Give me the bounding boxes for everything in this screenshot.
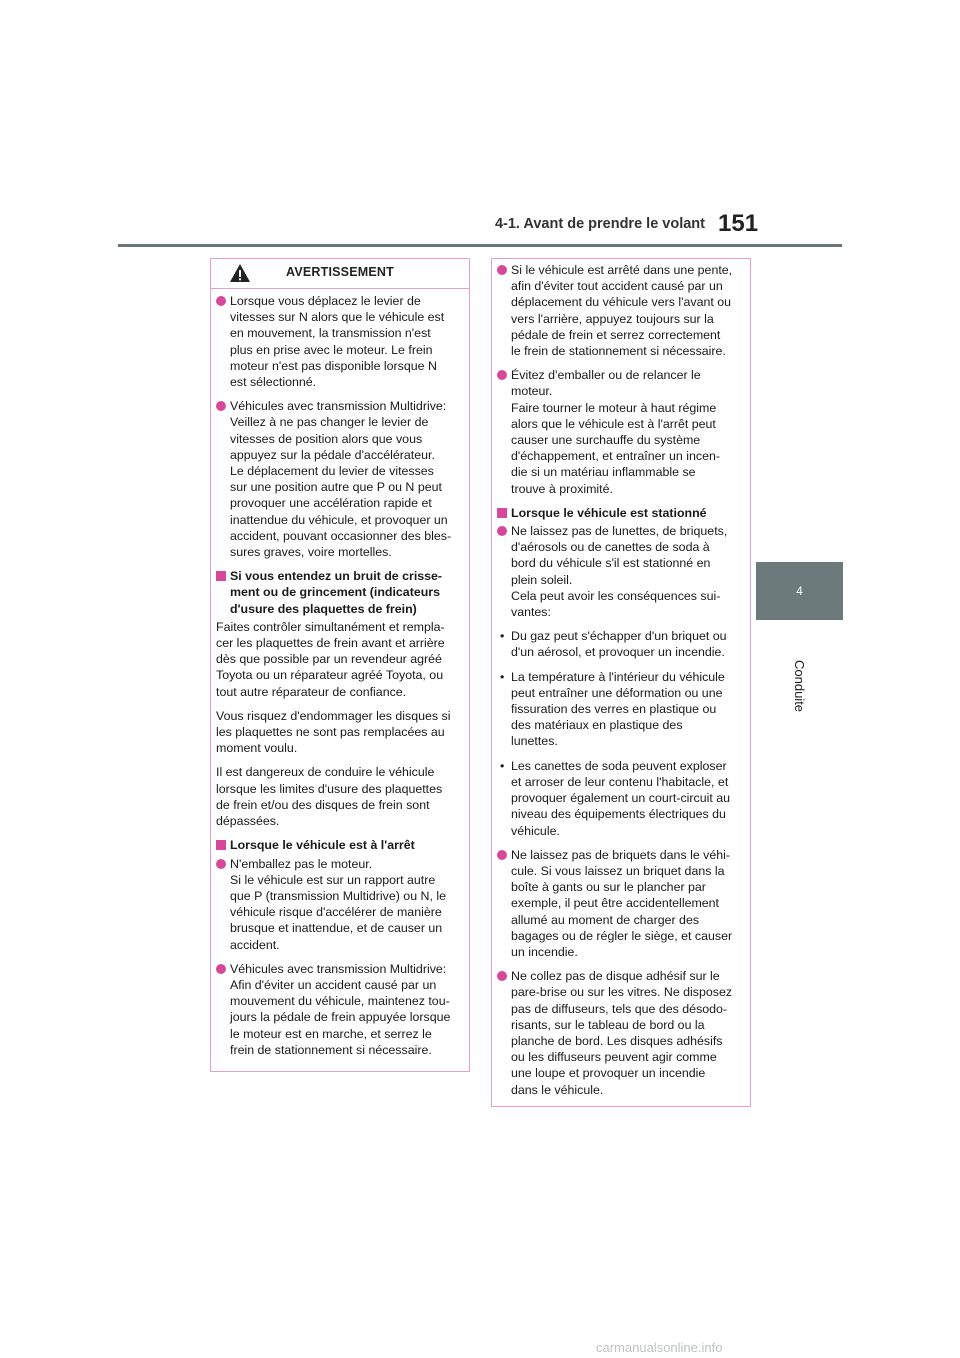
bullet-text: Véhicules avec transmission Multidrive: Veillez à ne pas changer le levier de vitesses de position alors que vous appuyez sur la pédale d'accélérateur. Le déplacement du levier de vitesses sur une position autre que P ou N peut provoquer une accélération rapide et inattendue du véhicule, et provoquer un accident, pouvant occasionner des bles- sures graves, voire mortelles. — [230, 399, 452, 560]
sub-bullet-item — [497, 628, 742, 660]
bullet-dot-icon — [497, 850, 507, 860]
bullet-dot-icon — [216, 964, 226, 974]
paragraph — [216, 619, 461, 700]
warning-box-left — [210, 258, 470, 1072]
paragraph-text: Il est dangereux de conduire le véhicule lorsque les limites d'usure des plaquettes de frein et/ou des disques de frein sont dépassées. — [216, 765, 443, 829]
section-heading-text: Lorsque le véhicule est stationné — [511, 505, 707, 520]
chapter-label: Conduite — [792, 660, 807, 713]
sub-bullet-text: Du gaz peut s'échapper d'un briquet ou d'un aérosol, et provoquer un incendie. — [511, 629, 727, 660]
bullet-dot-icon — [216, 296, 226, 306]
warning-box-right — [491, 258, 751, 1107]
bullet-dot-icon — [216, 859, 226, 869]
sub-bullet-icon: • — [500, 758, 505, 773]
paragraph — [216, 708, 461, 757]
section-square-icon — [216, 571, 226, 581]
sub-bullet-item — [497, 669, 742, 750]
sub-bullet-text: La température à l'intérieur du véhicule peut entraîner une déformation ou une fissuration des verres en plastique ou des matériaux en plastique des lunettes. — [511, 669, 725, 749]
bullet-text: Ne laissez pas de briquets dans le véhi- cule. Si vous laissez un briquet dans la boîte à gants ou sur le plancher par exemple, il peut être accidentellement allumé au moment de charger des bagages ou de régler le siège, et causer un incendie. — [511, 847, 733, 959]
bullet-dot-icon — [497, 265, 507, 275]
bullet-text: Lorsque vous déplacez le levier de vitesses sur N alors que le véhicule est en mouvement, la transmission n'est plus en prise avec le moteur. Le frein moteur n'est pas disponible lorsque N est sélectionné. — [230, 294, 445, 390]
bullet-text: Véhicules avec transmission Multidrive: Afin d'éviter un accident causé par un mouvement du véhicule, maintenez tou- jours la pédale de frein appuyée lorsque le moteur est en marche, et serrez le frein de stationnement si nécessaire. — [230, 961, 451, 1057]
bullet-dot-icon — [497, 370, 507, 380]
bullet-item — [216, 293, 461, 390]
section-heading — [216, 568, 461, 617]
section-title: 4-1. Avant de prendre le volant — [494, 216, 705, 232]
bullet-text: Évitez d'emballer ou de relancer le moteur. Faire tourner le moteur à haut régime alors que le véhicule est à l'arrêt peut causer une surchauffe du système d'échappement, et entraîner un incen- die si un matériau inflammable se trouve à proximité. — [511, 368, 721, 496]
section-heading-text: Lorsque le véhicule est à l'arrêt — [230, 838, 415, 853]
warning-content-left — [211, 289, 469, 1058]
section-heading — [216, 837, 461, 853]
bullet-item — [216, 398, 461, 560]
bullet-text: Si le véhicule est arrêté dans une pente, afin d'éviter tout accident causé par un déplacement du véhicule vers l'avant ou vers l'arrière, appuyez toujours sur la pédale de frein et serrez correctement le frein de stationnement si nécessaire. — [511, 263, 733, 359]
paragraph — [216, 764, 461, 829]
bullet-item — [216, 856, 461, 953]
warning-title: AVERTISSEMENT — [286, 265, 394, 279]
header-divider — [118, 244, 842, 247]
paragraph-text: Faites contrôler simultanément et rempla- cer les plaquettes de frein avant et arrière dès que possible par un revendeur agréé Toyota ou un réparateur agréé Toyota, ou tout autre réparateur de confiance. — [216, 619, 445, 699]
watermark: carmanualsonline.info — [596, 1340, 723, 1355]
warning-content-right — [492, 259, 750, 1098]
section-square-icon — [497, 508, 507, 518]
bullet-text: Ne laissez pas de lunettes, de briquets, d'aérosols ou de canettes de soda à bord du véhicule s'il est stationné en plein soleil. Cela peut avoir les conséquences sui- vantes: — [511, 524, 728, 620]
bullet-item — [497, 968, 742, 1098]
bullet-dot-icon — [497, 971, 507, 981]
section-heading-text: Si vous entendez un bruit de crisse- ment ou de grincement (indicateurs d'usure des plaquettes de frein) — [230, 569, 443, 616]
section-square-icon — [216, 840, 226, 850]
chapter-tab: 4 — [756, 562, 843, 620]
sub-bullet-item — [497, 758, 742, 839]
bullet-item — [497, 523, 742, 620]
section-heading — [497, 505, 742, 521]
sub-bullet-icon: • — [500, 669, 505, 684]
bullet-item — [497, 262, 742, 359]
page-number: 151 — [718, 210, 759, 237]
sub-bullet-text: Les canettes de soda peuvent exploser et arroser de leur contenu l'habitacle, et provoquer également un court-circuit au niveau des équipements électriques du véhicule. — [511, 758, 731, 838]
bullet-text: N'emballez pas le moteur. Si le véhicule est sur un rapport autre que P (transmission Multidrive) ou N, le véhicule risque d'accélérer de manière brusque et inattendue, et de causer un accident. — [230, 856, 447, 952]
bullet-item — [216, 961, 461, 1058]
sub-bullet-icon: • — [500, 629, 505, 644]
bullet-dot-icon — [497, 526, 507, 536]
bullet-text: Ne collez pas de disque adhésif sur le pare-brise ou sur les vitres. Ne disposez pas de diffuseurs, tels que des désodo- risants, sur le tableau de bord ou la planche de bord. Les disques adhésifs ou les diffuseurs peuvent agir comme une loupe et provoquer un incendie dans le véhicule. — [511, 969, 733, 1097]
bullet-item — [497, 367, 742, 497]
bullet-item — [497, 847, 742, 960]
paragraph-text: Vous risquez d'endommager les disques si les plaquettes ne sont pas remplacées au moment voulu. — [216, 708, 451, 756]
bullet-dot-icon — [216, 401, 226, 411]
warning-header — [211, 259, 469, 289]
